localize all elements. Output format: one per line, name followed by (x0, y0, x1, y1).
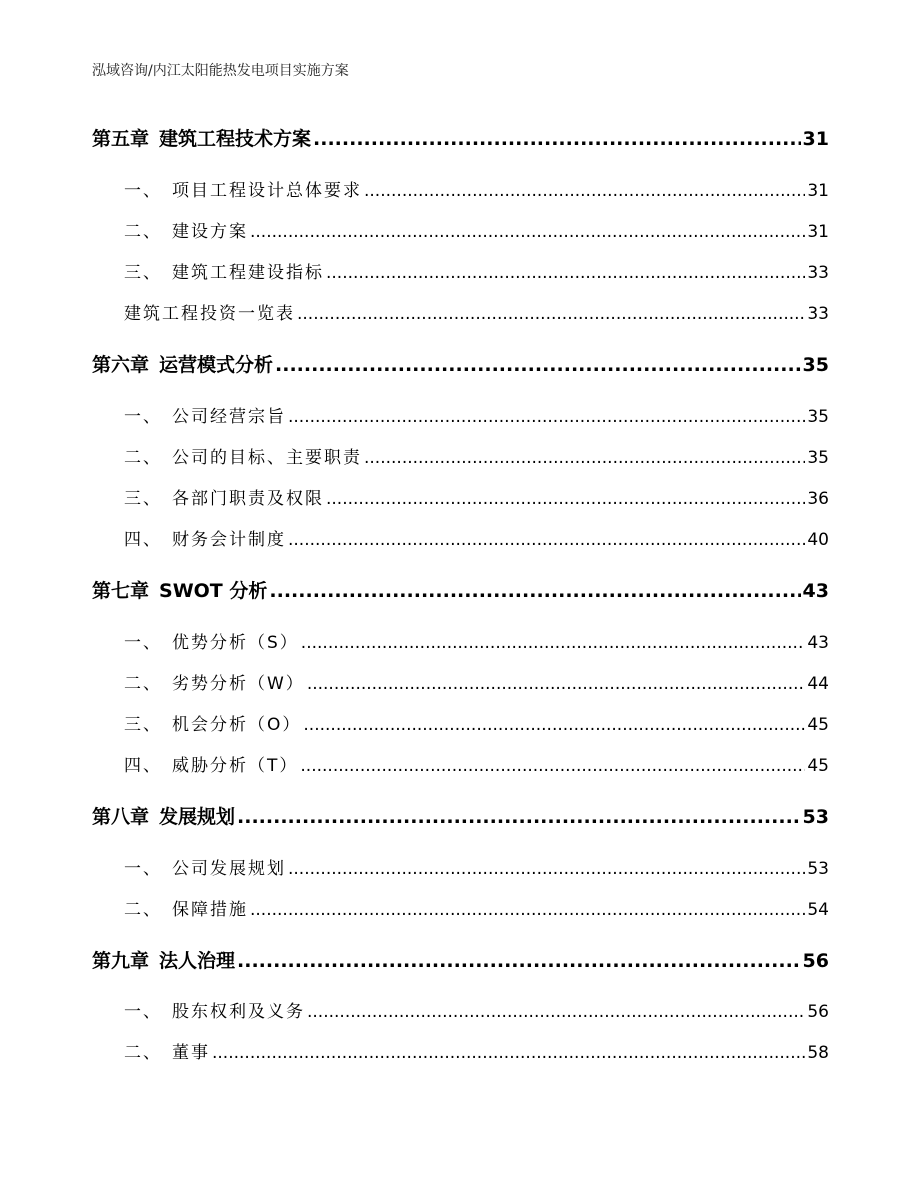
toc-entry-number: 第八章 (92, 806, 150, 828)
toc-entry-number: 二、 (124, 674, 162, 694)
toc-entry-number: 第九章 (92, 950, 150, 972)
toc-entry-title: 劣势分析（W） (172, 674, 305, 694)
toc-entry-title: 建设方案 (172, 222, 248, 242)
toc-dot-leader (297, 304, 805, 324)
toc-page-number: 43 (802, 580, 829, 602)
toc-dot-leader (326, 489, 805, 509)
toc-entry-title: 法人治理 (159, 950, 236, 972)
toc-entry-title: 各部门职责及权限 (172, 489, 324, 509)
toc-entry-number: 一、 (124, 181, 162, 201)
toc-entry-title: 股东权利及义务 (172, 1002, 305, 1022)
toc-dot-leader (307, 674, 806, 694)
toc-entry-title: 项目工程设计总体要求 (172, 181, 362, 201)
toc-section-row[interactable] (124, 443, 829, 468)
toc-dot-leader (364, 181, 805, 201)
toc-section-row[interactable] (124, 484, 829, 509)
toc-page-number: 56 (807, 1002, 829, 1022)
toc-entry-number: 一、 (124, 633, 162, 653)
toc-dot-leader (364, 448, 805, 468)
toc-page-number: 36 (807, 489, 829, 509)
toc-page-number: 31 (802, 128, 829, 150)
toc-entry-title: 建筑工程技术方案 (159, 128, 312, 150)
toc-entry-number: 二、 (124, 448, 162, 468)
toc-section-row[interactable] (124, 895, 829, 920)
toc-section-row[interactable] (124, 176, 829, 201)
toc-section-row[interactable] (124, 258, 829, 283)
toc-page-number: 44 (807, 674, 829, 694)
toc-dot-leader (288, 859, 805, 879)
toc-entry-title: 运营模式分析 (159, 354, 274, 376)
toc-page-number: 53 (807, 859, 829, 879)
toc-entry-title: 公司发展规划 (172, 859, 286, 879)
toc-dot-leader (275, 354, 801, 376)
toc-page-number: 40 (807, 530, 829, 550)
toc-section-row[interactable] (124, 751, 829, 776)
toc-entry-number: 第六章 (92, 354, 150, 376)
toc-dot-leader (212, 1043, 805, 1063)
toc-section-row[interactable] (124, 402, 829, 427)
toc-section-row[interactable] (124, 299, 829, 324)
toc-entry-title: 威胁分析（T） (172, 756, 299, 776)
toc-page-number: 58 (807, 1043, 829, 1063)
toc-chapter-row[interactable] (92, 946, 829, 973)
toc-section-row[interactable] (124, 710, 829, 735)
toc-page-number: 53 (802, 806, 829, 828)
toc-dot-leader (237, 806, 801, 828)
toc-entry-number: 第五章 (92, 128, 150, 150)
toc-page-number: 35 (807, 407, 829, 427)
toc-section-row[interactable] (124, 854, 829, 879)
toc-section-row[interactable] (124, 669, 829, 694)
toc-entry-title: 公司经营宗旨 (172, 407, 286, 427)
running-header: 泓域咨询/内江太阳能热发电项目实施方案 (92, 63, 349, 79)
toc-entry-title: 建筑工程投资一览表 (124, 304, 295, 324)
toc-entry-title: 保障措施 (172, 900, 248, 920)
toc-entry-number: 一、 (124, 859, 162, 879)
toc-page-number: 31 (807, 222, 829, 242)
toc-entry-number: 二、 (124, 900, 162, 920)
toc-dot-leader (250, 222, 805, 242)
toc-chapter-row[interactable] (92, 350, 829, 377)
toc-page-number: 33 (807, 263, 829, 283)
toc-entry-title: SWOT 分析 (159, 580, 268, 602)
toc-dot-leader (300, 756, 805, 776)
toc-entry-title: 公司的目标、主要职责 (172, 448, 362, 468)
toc-dot-leader (313, 128, 801, 150)
toc-page-number: 33 (807, 304, 829, 324)
toc-entry-title: 机会分析（O） (172, 715, 302, 735)
toc-section-row[interactable] (124, 1038, 829, 1063)
toc-dot-leader (301, 633, 806, 653)
toc-page-number: 54 (807, 900, 829, 920)
toc-dot-leader (303, 715, 805, 735)
toc-dot-leader (288, 530, 805, 550)
toc-page-number: 56 (802, 950, 829, 972)
toc-entry-title: 财务会计制度 (172, 530, 286, 550)
toc-entry-number: 一、 (124, 407, 162, 427)
toc-entry-number: 四、 (124, 530, 162, 550)
toc-page-number: 45 (807, 756, 829, 776)
toc-page-number: 31 (807, 181, 829, 201)
toc-page-number: 35 (807, 448, 829, 468)
toc-chapter-row[interactable] (92, 124, 829, 151)
toc-page-number: 45 (807, 715, 829, 735)
toc-page-number: 43 (807, 633, 829, 653)
toc-dot-leader (250, 900, 805, 920)
toc-entry-title: 建筑工程建设指标 (172, 263, 324, 283)
toc-dot-leader (326, 263, 805, 283)
toc-section-row[interactable] (124, 997, 829, 1022)
toc-chapter-row[interactable] (92, 576, 829, 603)
toc-entry-number: 二、 (124, 222, 162, 242)
toc-section-row[interactable] (124, 525, 829, 550)
toc-entry-number: 第七章 (92, 580, 150, 602)
toc-entry-number: 二、 (124, 1043, 162, 1063)
toc-entry-title: 董事 (172, 1043, 210, 1063)
toc-dot-leader (237, 950, 801, 972)
toc-entry-title: 发展规划 (159, 806, 236, 828)
toc-dot-leader (307, 1002, 805, 1022)
toc-entry-title: 优势分析（S） (172, 633, 299, 653)
toc-dot-leader (269, 580, 800, 602)
toc-entry-number: 三、 (124, 489, 162, 509)
toc-page-number: 35 (802, 354, 829, 376)
toc-dot-leader (288, 407, 805, 427)
toc-entry-number: 三、 (124, 263, 162, 283)
toc-entry-number: 三、 (124, 715, 162, 735)
toc-entry-number: 一、 (124, 1002, 162, 1022)
toc-entry-number: 四、 (124, 756, 162, 776)
toc-section-row[interactable] (124, 217, 829, 242)
toc-chapter-row[interactable] (92, 802, 829, 829)
toc-section-row[interactable] (124, 628, 829, 653)
